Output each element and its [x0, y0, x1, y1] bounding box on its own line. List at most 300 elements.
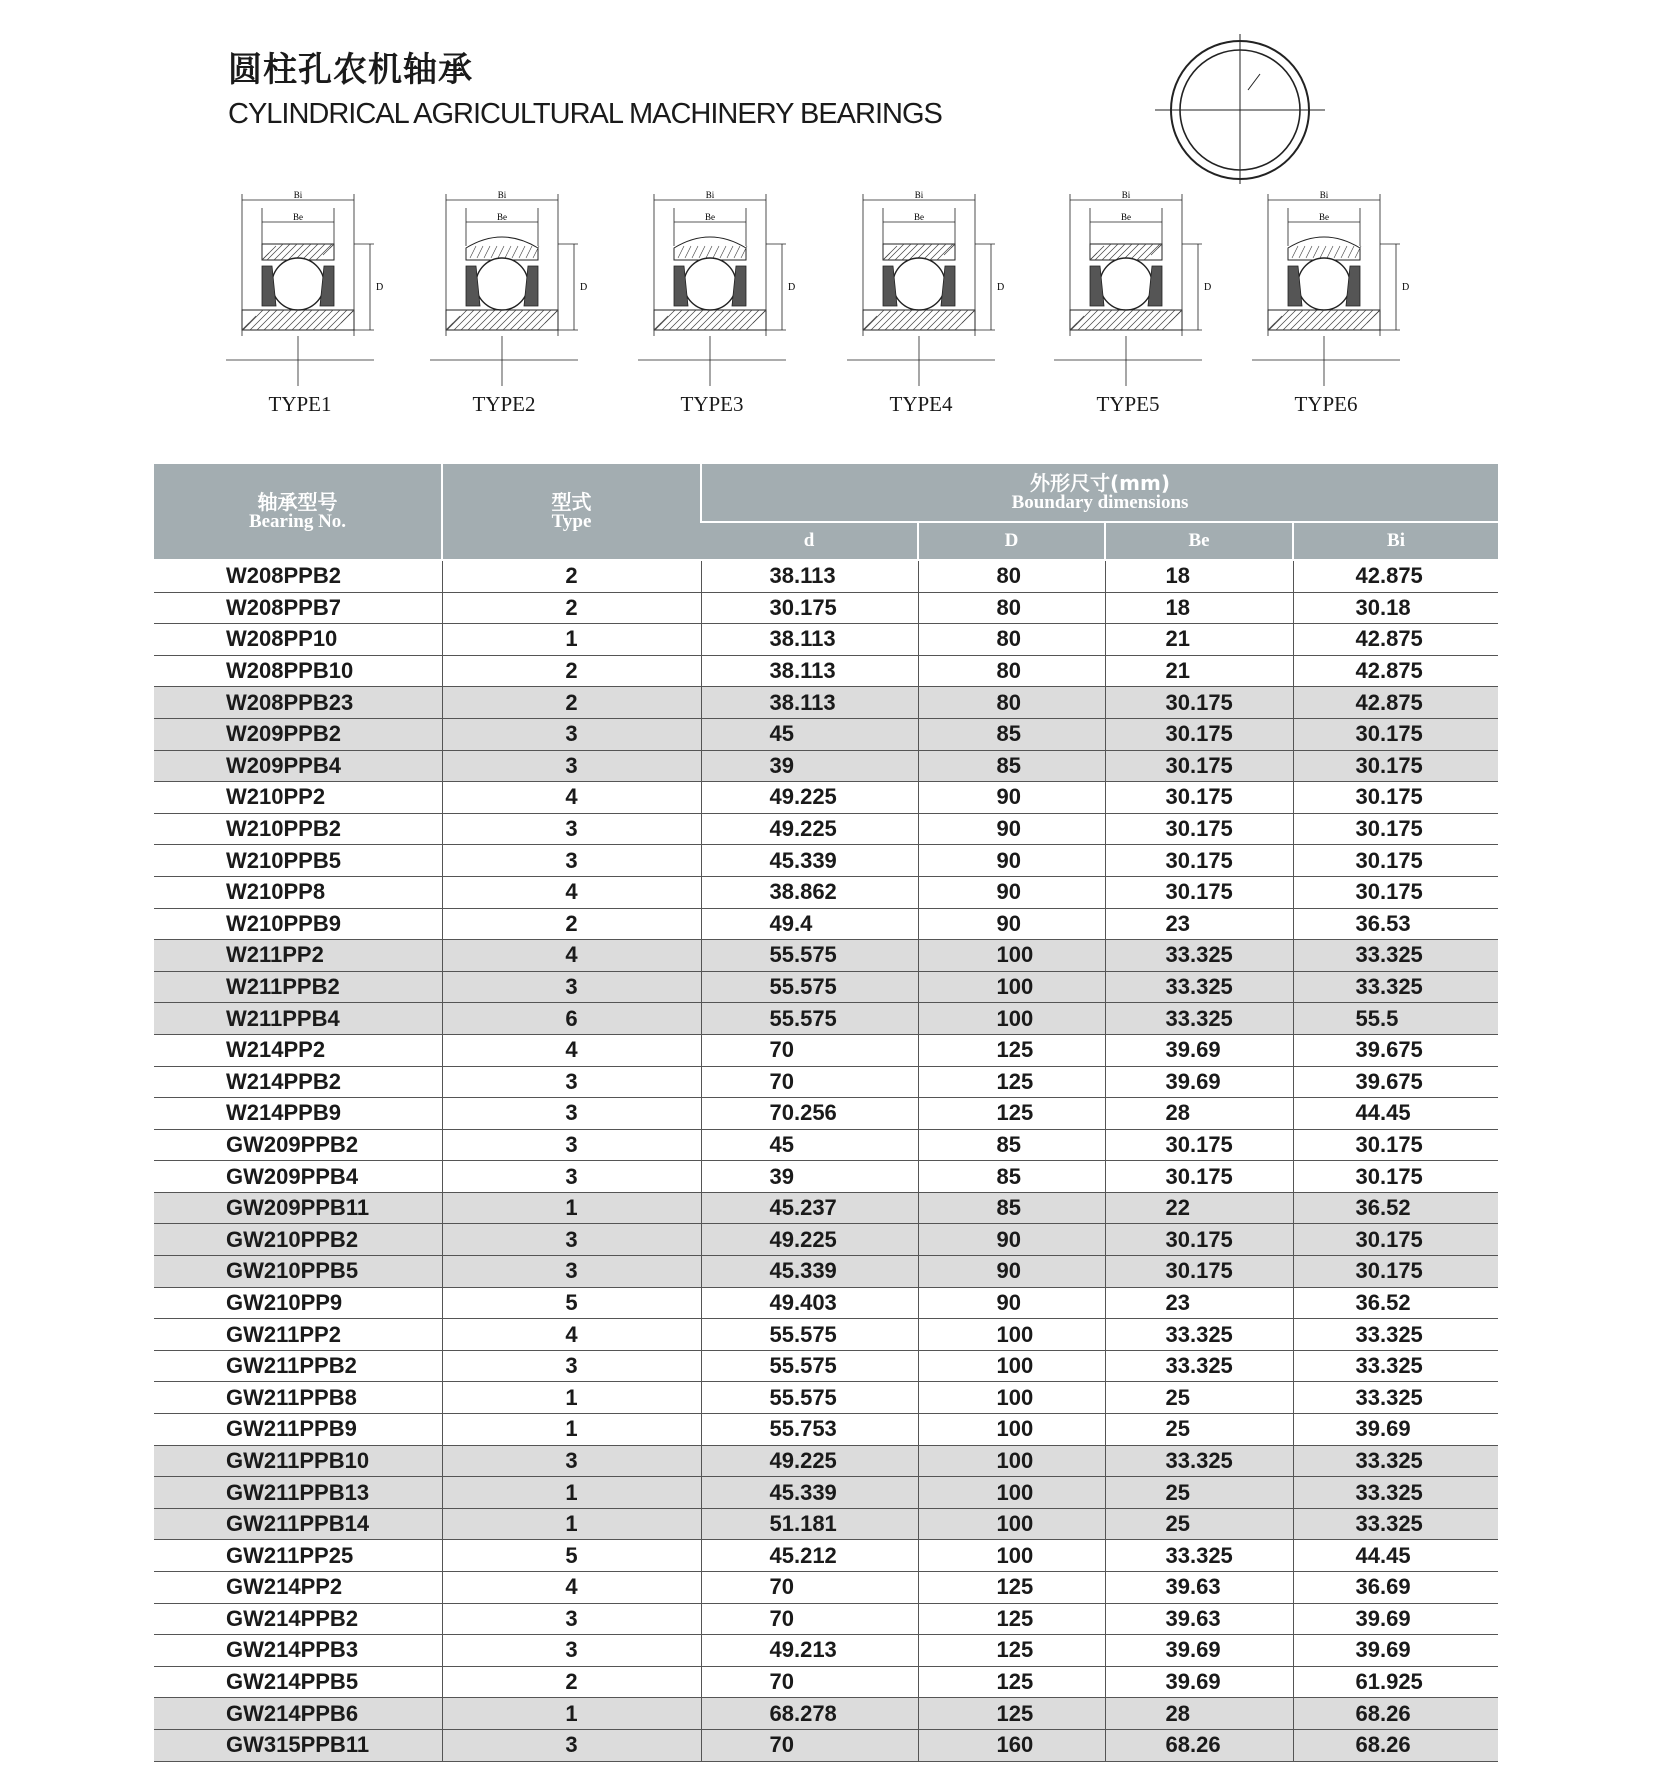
table-cell: 90 — [918, 813, 1105, 845]
table-cell: 70 — [701, 1572, 918, 1604]
table-cell: 100 — [918, 1003, 1105, 1035]
diagram-label-be: Be — [1121, 212, 1131, 222]
diagram-label-be: Be — [1319, 212, 1329, 222]
table-cell: GW214PP2 — [154, 1572, 442, 1604]
table-cell: 1 — [442, 1508, 701, 1540]
header-bearing-no — [154, 464, 442, 560]
table-cell: 23 — [1105, 908, 1293, 940]
table-cell: 3 — [442, 1350, 701, 1382]
table-cell: W211PPB2 — [154, 971, 442, 1003]
table-cell: 30.18 — [1293, 592, 1498, 624]
table-cell: 1 — [442, 1382, 701, 1414]
table-row — [154, 1161, 1498, 1193]
table-row — [154, 1729, 1498, 1761]
table-cell: 3 — [442, 971, 701, 1003]
table-cell: 55.575 — [701, 1003, 918, 1035]
table-cell: 49.225 — [701, 782, 918, 814]
table-cell: W214PP2 — [154, 1034, 442, 1066]
table-cell: W214PPB9 — [154, 1098, 442, 1130]
diagram-label-bi: Bi — [497, 190, 507, 200]
table-cell: 33.325 — [1293, 1319, 1498, 1351]
table-cell: 100 — [918, 1477, 1105, 1509]
table-cell: W209PPB2 — [154, 718, 442, 750]
table-cell: W208PPB23 — [154, 687, 442, 719]
table-cell: 30.175 — [1293, 782, 1498, 814]
table-cell: 33.325 — [1105, 1003, 1293, 1035]
table-cell: GW211PPB2 — [154, 1350, 442, 1382]
table-cell: 90 — [918, 1256, 1105, 1288]
header-type — [442, 464, 701, 560]
table-cell: 39.675 — [1293, 1066, 1498, 1098]
diagram-label-be: Be — [705, 212, 715, 222]
table-cell: 30.175 — [1293, 718, 1498, 750]
table-cell: 38.113 — [701, 655, 918, 687]
table-cell: 80 — [918, 624, 1105, 656]
table-cell: W208PPB2 — [154, 560, 442, 592]
header-type-en: Type — [551, 510, 592, 532]
table-cell: 55.575 — [701, 1382, 918, 1414]
table-row — [154, 624, 1498, 656]
table-cell: 49.403 — [701, 1287, 918, 1319]
table-cell: GW210PPB2 — [154, 1224, 442, 1256]
table-cell: 90 — [918, 1224, 1105, 1256]
table-cell: 39.675 — [1293, 1034, 1498, 1066]
table-cell: 55.575 — [701, 1350, 918, 1382]
table-cell: 3 — [442, 1161, 701, 1193]
header-bearing-en: Bearing No. — [248, 510, 347, 532]
table-cell: GW211PPB9 — [154, 1414, 442, 1446]
table-row — [154, 750, 1498, 782]
table-row — [154, 655, 1498, 687]
diagram-label-be: Be — [497, 212, 507, 222]
table-cell: 33.325 — [1105, 971, 1293, 1003]
table-row — [154, 940, 1498, 972]
table-row — [154, 1319, 1498, 1351]
table-cell: 100 — [918, 940, 1105, 972]
table-cell: 55.5 — [1293, 1003, 1498, 1035]
table-cell: 25 — [1105, 1382, 1293, 1414]
table-row — [154, 560, 1498, 592]
table-cell: 49.4 — [701, 908, 918, 940]
table-row — [154, 845, 1498, 877]
table-cell: 1 — [442, 1698, 701, 1730]
header-bi: Bi — [1293, 522, 1498, 560]
table-cell: 30.175 — [1293, 1256, 1498, 1288]
type-label: TYPE6 — [1294, 392, 1358, 416]
table-cell: 38.862 — [701, 876, 918, 908]
table-cell: 25 — [1105, 1414, 1293, 1446]
table-cell: 1 — [442, 1477, 701, 1509]
table-cell: GW211PPB13 — [154, 1477, 442, 1509]
diagram-label-bi: Bi — [293, 190, 303, 200]
table-cell: 3 — [442, 1129, 701, 1161]
diagram-label-bi: Bi — [705, 190, 715, 200]
type-label: TYPE5 — [1096, 392, 1160, 416]
table-cell: 2 — [442, 908, 701, 940]
diagram-label-be: Be — [293, 212, 303, 222]
table-cell: GW211PPB14 — [154, 1508, 442, 1540]
table-cell: 30.175 — [1105, 1161, 1293, 1193]
type-label: TYPE4 — [889, 392, 953, 416]
table-cell: 33.325 — [1293, 1382, 1498, 1414]
table-cell: 39.69 — [1293, 1414, 1498, 1446]
table-cell: 1 — [442, 624, 701, 656]
table-cell: 36.53 — [1293, 908, 1498, 940]
table-cell: 70 — [701, 1603, 918, 1635]
table-cell: 125 — [918, 1666, 1105, 1698]
table-cell: 90 — [918, 1287, 1105, 1319]
table-cell: 33.325 — [1293, 1477, 1498, 1509]
table-cell: W210PP2 — [154, 782, 442, 814]
table-cell: 55.575 — [701, 940, 918, 972]
table-cell: 23 — [1105, 1287, 1293, 1319]
table-cell: GW209PPB11 — [154, 1192, 442, 1224]
diagram-label-d: D — [1204, 282, 1212, 293]
table-row — [154, 1350, 1498, 1382]
table-cell: 2 — [442, 1666, 701, 1698]
table-row — [154, 1414, 1498, 1446]
table-cell: 30.175 — [1105, 782, 1293, 814]
table-cell: 2 — [442, 560, 701, 592]
table-cell: 70 — [701, 1666, 918, 1698]
table-cell: 33.325 — [1293, 940, 1498, 972]
table-cell: 39.69 — [1105, 1066, 1293, 1098]
table-cell: 90 — [918, 876, 1105, 908]
header-be: Be — [1105, 522, 1293, 560]
table-cell: W210PP8 — [154, 876, 442, 908]
table-row — [154, 1256, 1498, 1288]
table-row — [154, 1445, 1498, 1477]
table-row — [154, 782, 1498, 814]
table-cell: 1 — [442, 1192, 701, 1224]
table-cell: 18 — [1105, 560, 1293, 592]
table-cell: W208PPB10 — [154, 655, 442, 687]
table-cell: 125 — [918, 1066, 1105, 1098]
table-row — [154, 1129, 1498, 1161]
table-cell: 39 — [701, 1161, 918, 1193]
table-cell: W210PPB5 — [154, 845, 442, 877]
table-row — [154, 1066, 1498, 1098]
table-cell: 3 — [442, 1635, 701, 1667]
table-cell: 18 — [1105, 592, 1293, 624]
table-cell: W214PPB2 — [154, 1066, 442, 1098]
bearing-cross-section-icon — [845, 186, 1005, 386]
table-cell: 100 — [918, 1350, 1105, 1382]
table-cell: 45.237 — [701, 1192, 918, 1224]
bearing-spec-table — [154, 464, 1498, 1762]
diagram-label-d: D — [997, 282, 1005, 293]
table-cell: 70 — [701, 1034, 918, 1066]
table-cell: GW210PPB5 — [154, 1256, 442, 1288]
table-row — [154, 971, 1498, 1003]
table-cell: 68.278 — [701, 1698, 918, 1730]
table-row — [154, 1098, 1498, 1130]
table-row — [154, 1572, 1498, 1604]
table-row — [154, 813, 1498, 845]
table-cell: 2 — [442, 687, 701, 719]
type-label: TYPE3 — [680, 392, 744, 416]
table-row — [154, 1666, 1498, 1698]
table-cell: 80 — [918, 655, 1105, 687]
header-dims-en: Boundary dimensions — [1011, 491, 1189, 513]
table-cell: 125 — [918, 1698, 1105, 1730]
table-cell: 2 — [442, 592, 701, 624]
table-cell: W211PP2 — [154, 940, 442, 972]
diagram-label-bi: Bi — [914, 190, 924, 200]
table-cell: W209PPB4 — [154, 750, 442, 782]
table-cell: 55.575 — [701, 1319, 918, 1351]
table-row — [154, 876, 1498, 908]
table-cell: 68.26 — [1293, 1729, 1498, 1761]
table-cell: 30.175 — [1293, 813, 1498, 845]
table-cell: 49.225 — [701, 813, 918, 845]
table-cell: GW214PPB2 — [154, 1603, 442, 1635]
table-cell: 3 — [442, 1066, 701, 1098]
table-cell: GW214PPB3 — [154, 1635, 442, 1667]
table-cell: 25 — [1105, 1477, 1293, 1509]
table-cell: 39.69 — [1293, 1635, 1498, 1667]
table-cell: W210PPB9 — [154, 908, 442, 940]
table-cell: 125 — [918, 1603, 1105, 1635]
table-row — [154, 1224, 1498, 1256]
diagram-label-be: Be — [914, 212, 924, 222]
table-cell: 2 — [442, 655, 701, 687]
table-row — [154, 1508, 1498, 1540]
table-row — [154, 687, 1498, 719]
table-cell: 4 — [442, 1572, 701, 1604]
table-cell: 36.52 — [1293, 1192, 1498, 1224]
table-cell: 125 — [918, 1034, 1105, 1066]
table-cell: 38.113 — [701, 624, 918, 656]
table-cell: 3 — [442, 813, 701, 845]
table-cell: 70.256 — [701, 1098, 918, 1130]
table-cell: GW211PP25 — [154, 1540, 442, 1572]
table-cell: 30.175 — [1105, 687, 1293, 719]
table-cell: 39 — [701, 750, 918, 782]
table-cell: 39.69 — [1105, 1666, 1293, 1698]
table-cell: 30.175 — [1293, 845, 1498, 877]
diagram-label-d: D — [580, 282, 588, 293]
table-cell: 85 — [918, 1192, 1105, 1224]
table-row — [154, 1192, 1498, 1224]
table-cell: 80 — [918, 560, 1105, 592]
header-d: d — [701, 522, 918, 560]
table-cell: 33.325 — [1293, 1508, 1498, 1540]
table-cell: 55.753 — [701, 1414, 918, 1446]
table-cell: 1 — [442, 1414, 701, 1446]
bearing-cross-section-icon — [428, 186, 588, 386]
table-row — [154, 718, 1498, 750]
table-row — [154, 1287, 1498, 1319]
table-cell: 85 — [918, 718, 1105, 750]
table-cell: 49.225 — [701, 1445, 918, 1477]
table-row — [154, 1540, 1498, 1572]
table-cell: 3 — [442, 750, 701, 782]
table-cell: 30.175 — [1105, 1256, 1293, 1288]
diagram-label-d: D — [1402, 282, 1410, 293]
bearing-cross-section-icon — [1052, 186, 1212, 386]
table-row — [154, 1003, 1498, 1035]
table-cell: 45.212 — [701, 1540, 918, 1572]
table-cell: 30.175 — [1293, 1224, 1498, 1256]
table-cell: 160 — [918, 1729, 1105, 1761]
table-row — [154, 1603, 1498, 1635]
table-cell: 39.69 — [1105, 1034, 1293, 1066]
table-cell: 80 — [918, 687, 1105, 719]
table-cell: 90 — [918, 782, 1105, 814]
diagram-label-bi: Bi — [1319, 190, 1329, 200]
table-cell: 68.26 — [1293, 1698, 1498, 1730]
table-cell: 21 — [1105, 624, 1293, 656]
bearing-cross-section-icon — [224, 186, 384, 386]
table-cell: 90 — [918, 845, 1105, 877]
table-cell: 39.69 — [1105, 1635, 1293, 1667]
table-cell: 33.325 — [1105, 1445, 1293, 1477]
table-cell: 30.175 — [1293, 1161, 1498, 1193]
table-cell: 85 — [918, 750, 1105, 782]
table-cell: 28 — [1105, 1698, 1293, 1730]
header-dims-zh: 外形尺寸(mm) — [1030, 470, 1170, 495]
table-cell: 90 — [918, 908, 1105, 940]
table-cell: 100 — [918, 1445, 1105, 1477]
table-cell: 68.26 — [1105, 1729, 1293, 1761]
table-cell: 38.113 — [701, 560, 918, 592]
header-type-zh: 型式 — [551, 489, 592, 514]
table-cell: 100 — [918, 1382, 1105, 1414]
table-cell: 45.339 — [701, 845, 918, 877]
type-label: TYPE2 — [472, 392, 536, 416]
table-cell: GW211PPB8 — [154, 1382, 442, 1414]
table-cell: GW210PP9 — [154, 1287, 442, 1319]
table-cell: 33.325 — [1293, 1445, 1498, 1477]
table-cell: 30.175 — [1293, 876, 1498, 908]
table-cell: W211PPB4 — [154, 1003, 442, 1035]
table-cell: 3 — [442, 1224, 701, 1256]
table-row — [154, 1382, 1498, 1414]
table-cell: 6 — [442, 1003, 701, 1035]
bearing-cross-section-icon — [636, 186, 796, 386]
table-cell: 30.175 — [1293, 750, 1498, 782]
table-cell: 3 — [442, 845, 701, 877]
table-cell: GW211PPB10 — [154, 1445, 442, 1477]
table-cell: 39.63 — [1105, 1572, 1293, 1604]
diagram-label-d: D — [788, 282, 796, 293]
table-cell: 30.175 — [1105, 750, 1293, 782]
table-cell: 100 — [918, 1414, 1105, 1446]
table-cell: 44.45 — [1293, 1098, 1498, 1130]
table-cell: 25 — [1105, 1508, 1293, 1540]
table-cell: 125 — [918, 1572, 1105, 1604]
table-cell: 80 — [918, 592, 1105, 624]
table-cell: W210PPB2 — [154, 813, 442, 845]
page-title-english: CYLINDRICAL AGRICULTURAL MACHINERY BEARINGS — [228, 98, 942, 130]
table-cell: 30.175 — [1105, 1129, 1293, 1161]
table-cell: 45.339 — [701, 1477, 918, 1509]
table-row — [154, 1635, 1498, 1667]
table-cell: 42.875 — [1293, 655, 1498, 687]
table-cell: 3 — [442, 1098, 701, 1130]
table-cell: W208PP10 — [154, 624, 442, 656]
table-cell: 4 — [442, 1319, 701, 1351]
table-body — [154, 560, 1498, 1761]
header-bearing-zh: 轴承型号 — [257, 489, 338, 514]
table-cell: 42.875 — [1293, 560, 1498, 592]
table-cell: 100 — [918, 971, 1105, 1003]
table-row — [154, 592, 1498, 624]
table-cell: 3 — [442, 1729, 701, 1761]
table-cell: 33.325 — [1293, 1350, 1498, 1382]
bearing-cross-section-icon — [1250, 186, 1410, 386]
table-cell: 3 — [442, 1603, 701, 1635]
table-cell: 36.69 — [1293, 1572, 1498, 1604]
table-cell: 70 — [701, 1066, 918, 1098]
table-cell: 30.175 — [1105, 845, 1293, 877]
table-cell: 49.225 — [701, 1224, 918, 1256]
table-row — [154, 1698, 1498, 1730]
table-cell: 125 — [918, 1098, 1105, 1130]
table-cell: 55.575 — [701, 971, 918, 1003]
table-cell: GW209PPB2 — [154, 1129, 442, 1161]
page-title-chinese: 圆柱孔农机轴承 — [228, 50, 473, 90]
table-cell: 30.175 — [1105, 718, 1293, 750]
table-row — [154, 908, 1498, 940]
table-cell: GW315PPB11 — [154, 1729, 442, 1761]
table-cell: 100 — [918, 1540, 1105, 1572]
table-cell: GW209PPB4 — [154, 1161, 442, 1193]
table-cell: 3 — [442, 1256, 701, 1288]
table-cell: 33.325 — [1105, 1350, 1293, 1382]
table-cell: 5 — [442, 1287, 701, 1319]
table-cell: 42.875 — [1293, 687, 1498, 719]
table-cell: 39.63 — [1105, 1603, 1293, 1635]
table-cell: 30.175 — [1293, 1129, 1498, 1161]
table-cell: 61.925 — [1293, 1666, 1498, 1698]
table-cell: 30.175 — [1105, 876, 1293, 908]
table-row — [154, 1477, 1498, 1509]
table-cell: 33.325 — [1105, 1540, 1293, 1572]
table-cell: 85 — [918, 1161, 1105, 1193]
table-cell: 39.69 — [1293, 1603, 1498, 1635]
table-cell: 85 — [918, 1129, 1105, 1161]
table-cell: 33.325 — [1293, 971, 1498, 1003]
table-cell: 21 — [1105, 655, 1293, 687]
table-cell: 100 — [918, 1508, 1105, 1540]
table-cell: 33.325 — [1105, 1319, 1293, 1351]
table-cell: 4 — [442, 782, 701, 814]
table-cell: 45.339 — [701, 1256, 918, 1288]
table-cell: 30.175 — [701, 592, 918, 624]
diagram-label-d: D — [376, 282, 384, 293]
table-cell: 100 — [918, 1319, 1105, 1351]
table-cell: 42.875 — [1293, 624, 1498, 656]
type-label: TYPE1 — [268, 392, 332, 416]
table-cell: 3 — [442, 718, 701, 750]
table-cell: 125 — [918, 1635, 1105, 1667]
table-cell: 22 — [1105, 1192, 1293, 1224]
table-cell: 3 — [442, 1445, 701, 1477]
table-row — [154, 1034, 1498, 1066]
table-cell: 44.45 — [1293, 1540, 1498, 1572]
table-cell: 51.181 — [701, 1508, 918, 1540]
table-cell: 33.325 — [1105, 940, 1293, 972]
table-cell: 38.113 — [701, 687, 918, 719]
table-cell: GW214PPB5 — [154, 1666, 442, 1698]
table-cell: W208PPB7 — [154, 592, 442, 624]
header-boundary-dimensions — [701, 464, 1498, 522]
diagram-label-bi: Bi — [1121, 190, 1131, 200]
table-cell: 5 — [442, 1540, 701, 1572]
table-cell: 45 — [701, 718, 918, 750]
